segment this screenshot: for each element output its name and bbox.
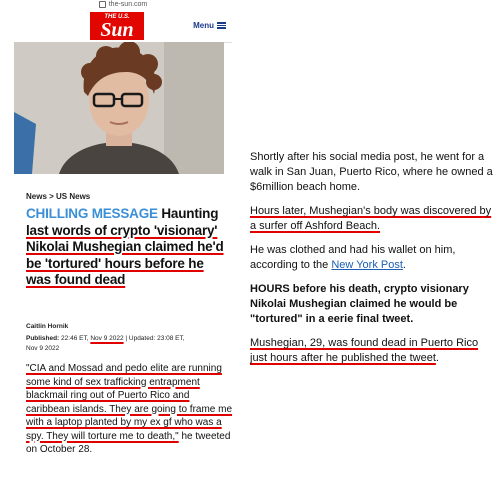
updated-time: 23:08 ET, bbox=[157, 335, 185, 342]
headline-part-1: Haunting bbox=[161, 206, 219, 221]
logo-top-text: THE U.S. bbox=[104, 14, 130, 20]
published-time: 22:46 ET, bbox=[61, 335, 89, 342]
site-logo[interactable] bbox=[90, 12, 144, 40]
paragraph-wallet bbox=[250, 243, 494, 273]
paragraph-found-dead bbox=[250, 336, 494, 366]
lock-icon bbox=[99, 1, 106, 8]
paragraph-walk: Shortly after his social media post, he went for a walk in San Juan, Puerto Rico, where he owned a $6million beach home. bbox=[250, 151, 493, 193]
tweet-quote: "CIA and Mossad and pedo elite are running some kind of sex trafficking entrapment blackmail ring out of Puerto Rico and caribbean islands. They are going to frame me with a laptop planted by my ex gf who was a spy. They will torture me to death," bbox=[26, 363, 233, 442]
found-dead-text: Mushegian, 29, was found dead in Puerto Rico just hours after he published the tweet bbox=[250, 337, 479, 364]
commentary-text bbox=[250, 150, 494, 375]
site-header bbox=[14, 10, 232, 43]
article-headline[interactable] bbox=[26, 206, 231, 289]
wallet-text-end: . bbox=[402, 259, 406, 271]
logo-main-text: Sun bbox=[100, 19, 134, 41]
portrait-image bbox=[14, 42, 224, 174]
menu-button[interactable] bbox=[193, 21, 226, 30]
url-bar[interactable] bbox=[14, 0, 232, 10]
found-dead-end: . bbox=[435, 352, 439, 364]
menu-label: Menu bbox=[193, 21, 214, 30]
headline-kicker: CHILLING MESSAGE bbox=[26, 206, 158, 221]
author-name[interactable]: Caitlin Hornik bbox=[26, 323, 69, 330]
updated-date: Nov 9 2022 bbox=[26, 345, 60, 352]
publish-dates bbox=[26, 334, 226, 354]
new-york-post-link[interactable]: New York Post bbox=[331, 259, 403, 271]
headline-part-2: last words of crypto 'visionary' Nikolai Mushegian claimed he'd be 'tortured' hours before he was found dead bbox=[26, 222, 224, 287]
quoted-tweet bbox=[26, 362, 236, 457]
body-found-text: Hours later, Mushegian's body was discovered by a surfer off Ashford Beach. bbox=[250, 205, 492, 232]
updated-label: | Updated: bbox=[125, 335, 156, 342]
hamburger-icon bbox=[217, 22, 226, 29]
published-date: Nov 9 2022 bbox=[90, 335, 124, 342]
wallet-text: He was clothed and had his wallet on him, according to the bbox=[250, 244, 456, 271]
tweet-attribution: he tweeted on October 28. bbox=[26, 430, 231, 455]
paragraph-final-tweet: HOURS before his death, crypto visionary Nikolai Mushegian claimed he would be "tortured" in a eerie final tweet. bbox=[250, 283, 469, 325]
article-screenshot bbox=[14, 0, 232, 500]
breadcrumb[interactable]: News > US News bbox=[26, 192, 91, 201]
article-photo bbox=[14, 42, 224, 174]
url-text: the-sun.com bbox=[108, 1, 148, 8]
paragraph-body-found bbox=[250, 204, 494, 234]
published-label: Published: bbox=[26, 335, 60, 342]
